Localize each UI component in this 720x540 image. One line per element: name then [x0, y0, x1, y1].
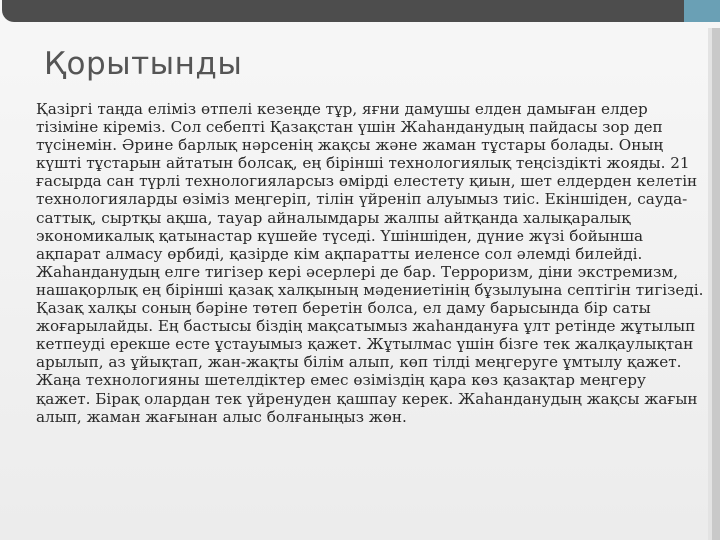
top-band-accent: [684, 0, 720, 22]
top-decorative-band: [2, 0, 720, 22]
slide-body: [36, 100, 704, 426]
body-paragraph-2: Жаһанданудың елге тигізер кері әсерлері де бар. Терроризм, діни экстремизм, нашақорлық ең бірінші қазақ халқының мәдениетінің бұзылуына септігін тигізеді. Қазақ халқы соның бәріне төтеп беретін болса, ел даму барысында бір саты жоғарылайды. Ең бастысы біздің мақсатымыз жаһандануға ұлт ретінде жұтылып кетпеуді ерекше есте ұстауымыз қажет. Жұтылмас үшін бізге тек жалқаулықтан арылып, аз ұйықтап, жан-жақты білім алып, көп тілді меңгеруге ұмтылу қажет. Жаңа технологияны шетелдіктер емес өзіміздің қара көз қазақтар меңгеру қажет. Бірақ олардан тек үйренуден қашпау керек. Жаһанданудың жақсы жағын алып, жаман жағынан алыс болғаныңыз жөн.: [36, 262, 704, 426]
top-band-dark: [2, 0, 684, 22]
body-paragraph-1: Қазіргі таңда еліміз өтпелі кезеңде тұр, яғни дамушы елден дамыған елдер тізіміне кіреміз. Сол себепті Қазақстан үшін Жаһанданудың пайдасы зор деп түсінемін. Әрине барлық нәрсенің жақсы және жаман тұстары болады. Оның күшті тұстарын айтатын болсақ, ең бірінші технологиялық теңсіздікті жояды. 21 ғасырда сан түрлі технологияларсыз өмірді елестету қиын, шет елдерден келетін технологияларды өзіміз меңгеріп, тілін үйреніп алуымыз тиіс. Екіншіден, сауда-саттық, сыртқы ақша, тауар айналымдары жалпы айтқанда халықаралық экономикалық қатынастар күшейе түседі. Үшіншіден, дүние жүзі бойынша ақпарат алмасу өрбиді, қазірде кім ақпаратты иеленсе сол әлемді билейді.: [36, 100, 698, 263]
right-decorative-bar: [712, 28, 720, 540]
right-decorative-bar-accent: [708, 28, 712, 540]
slide-title: Қорытынды: [44, 46, 243, 82]
